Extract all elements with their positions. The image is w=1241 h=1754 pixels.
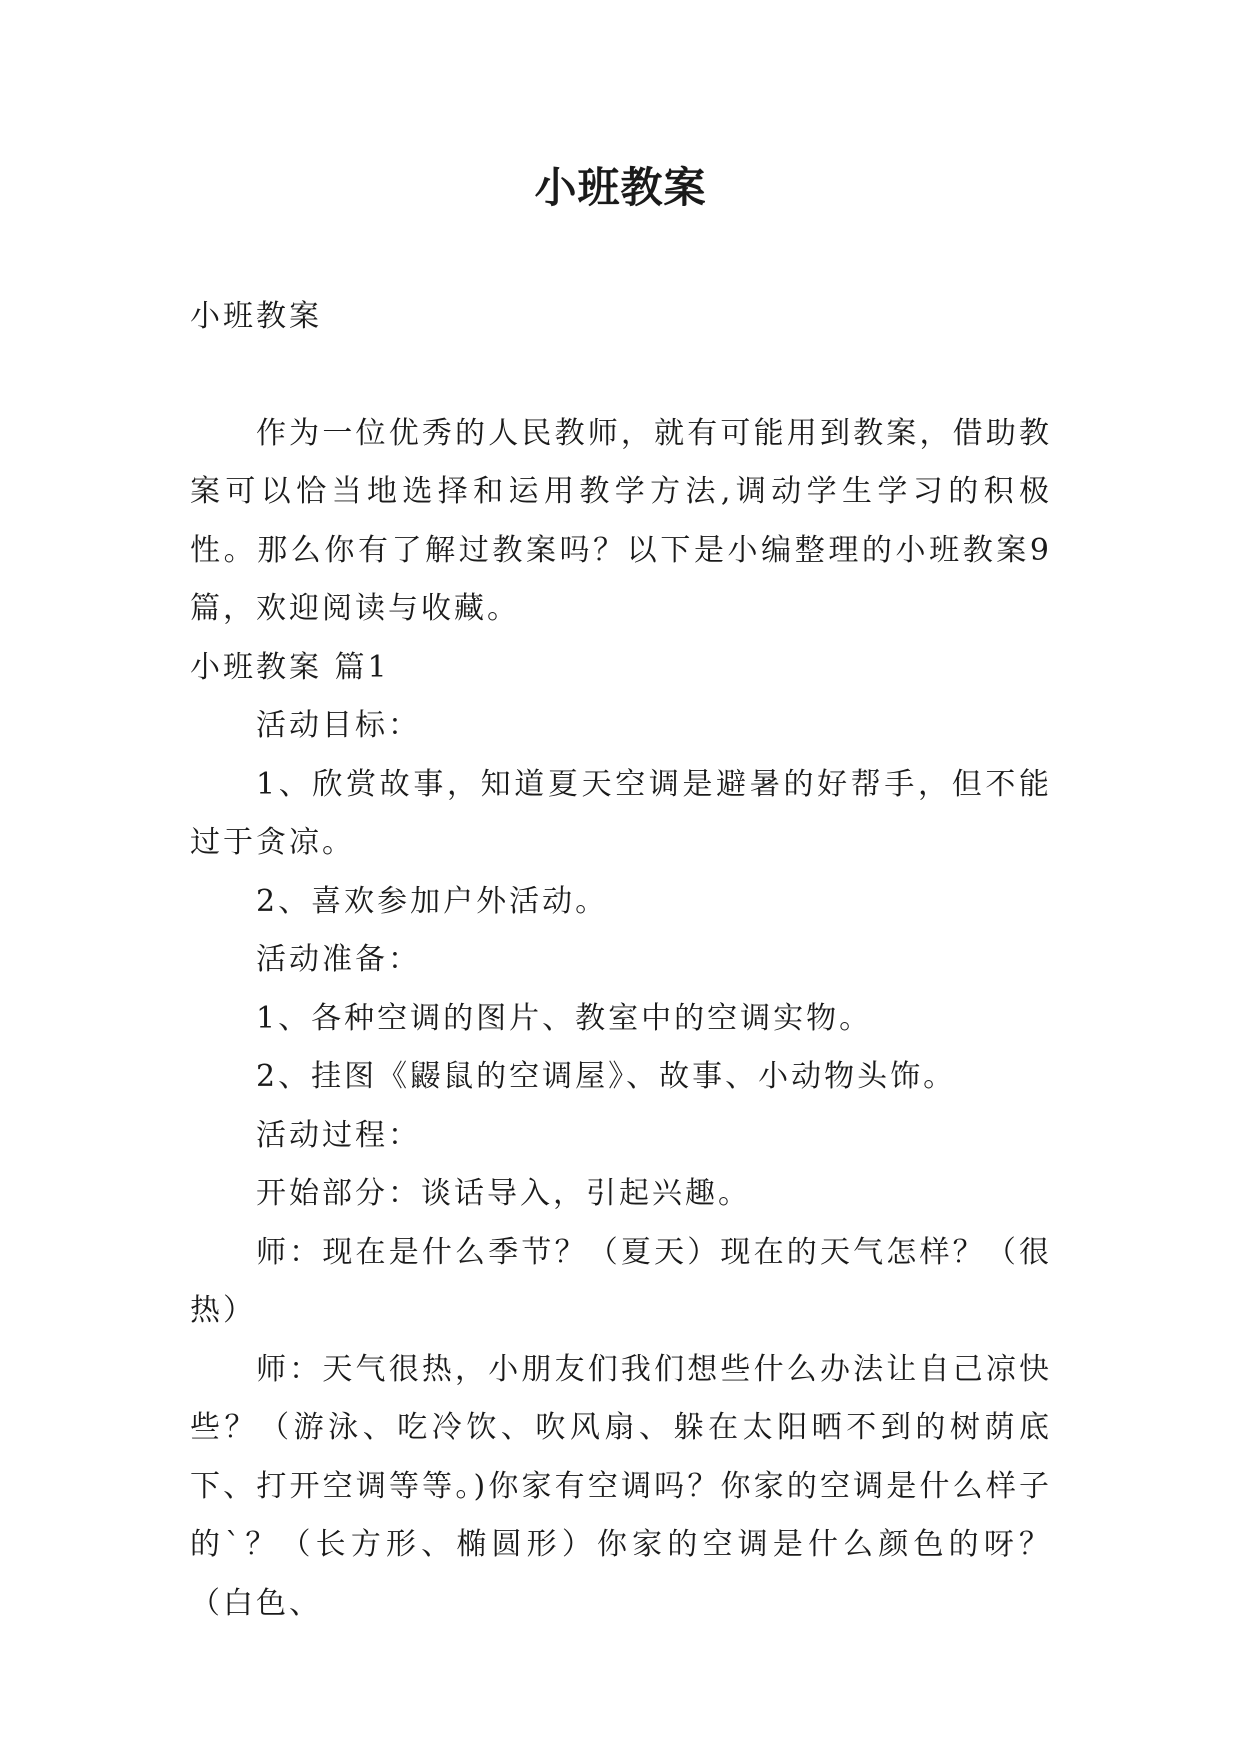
document-subtitle: 小班教案 — [190, 299, 322, 334]
paragraph-activity-process: 活动过程： — [256, 1117, 421, 1153]
paragraph-dialogue-2: 师：天气很热，小朋友们我们想些什么办法让自己凉快些？（游泳、吃冷饮、吹风扇、躲在太阳晒不到的树荫底下、打开空调等等。)你家有空调吗？你家的空调是什么样子的`？（长方形、椭圆形）你家的空调是什么颜色的呀？（白色、 — [190, 1351, 1052, 1621]
paragraph-goal-2: 2、喜欢参加户外活动。 — [256, 883, 609, 919]
paragraph-activity-prep: 活动准备： — [256, 942, 421, 977]
paragraph-prep-1: 1、各种空调的图片、教室中的空调实物。 — [256, 1000, 873, 1036]
document-body — [190, 288, 1052, 1633]
document-title: 小班教案 — [534, 163, 707, 212]
paragraph-activity-goals: 活动目标： — [256, 708, 421, 743]
paragraph-prep-2: 2、挂图《鼹鼠的空调屋》、故事、小动物头饰。 — [256, 1059, 957, 1094]
section-heading: 小班教案 篇1 — [190, 649, 390, 685]
paragraph-opening: 开始部分：谈话导入，引起兴趣。 — [256, 1176, 751, 1211]
paragraph-goal-1: 1、欣赏故事，知道夏天空调是避暑的好帮手，但不能过于贪凉。 — [190, 766, 1052, 860]
intro-paragraph: 作为一位优秀的人民教师，就有可能用到教案，借助教案可以恰当地选择和运用教学方法,调动学生学习的积极性。那么你有了解过教案吗？以下是小编整理的小班教案9篇，欢迎阅读与收藏。 — [190, 415, 1052, 626]
paragraph-dialogue-1: 师：现在是什么季节？（夏天）现在的天气怎样？（很热） — [190, 1234, 1052, 1328]
